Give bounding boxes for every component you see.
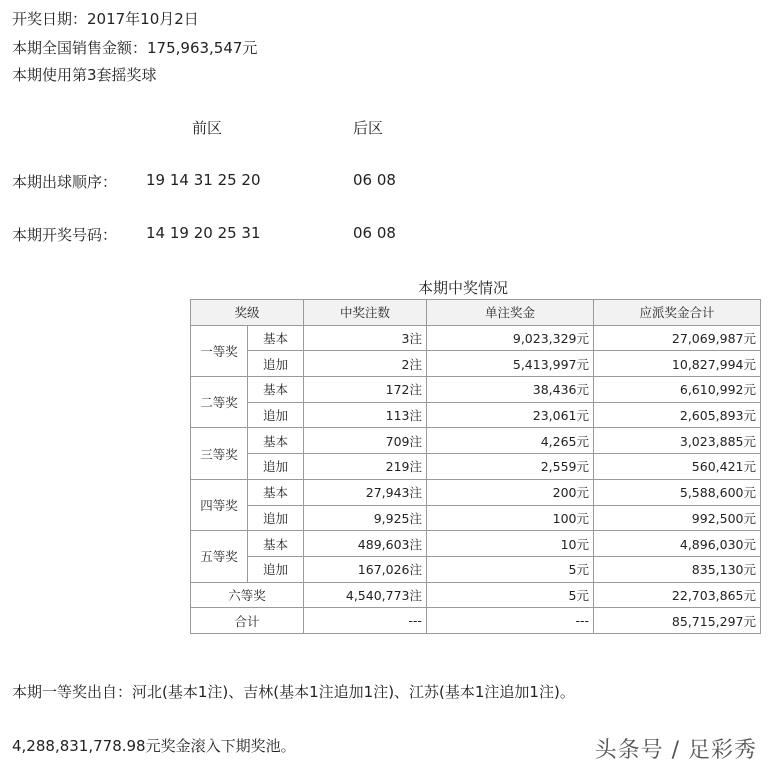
sum-count: --- bbox=[304, 608, 427, 634]
unit-prize: 200元 bbox=[427, 479, 594, 505]
sequence-back-numbers: 06 08 bbox=[353, 171, 396, 189]
total-prize: 4,896,030元 bbox=[594, 531, 761, 557]
winning-label: 本期开奖号码： bbox=[12, 226, 118, 244]
header-total: 应派奖金合计 bbox=[594, 300, 761, 326]
win-count: 489,603注 bbox=[304, 531, 427, 557]
bet-type: 追加 bbox=[248, 505, 304, 531]
sequence-label: 本期出球顺序： bbox=[12, 173, 118, 191]
win-count: 4,540,773注 bbox=[304, 582, 427, 608]
win-count: 167,026注 bbox=[304, 556, 427, 582]
ball-set: 本期使用第3套摇奖球 bbox=[12, 66, 157, 84]
tier-name: 四等奖 bbox=[191, 479, 248, 530]
table-row bbox=[191, 351, 761, 377]
total-prize: 835,130元 bbox=[594, 556, 761, 582]
table-row bbox=[191, 531, 761, 557]
table-row bbox=[191, 608, 761, 634]
unit-prize: 10元 bbox=[427, 531, 594, 557]
total-prize: 22,703,865元 bbox=[594, 582, 761, 608]
unit-prize: 5元 bbox=[427, 556, 594, 582]
bet-type: 基本 bbox=[248, 479, 304, 505]
table-row bbox=[191, 556, 761, 582]
tier-name: 二等奖 bbox=[191, 377, 248, 428]
total-prize: 6,610,992元 bbox=[594, 377, 761, 403]
tier-name: 五等奖 bbox=[191, 531, 248, 582]
sales-amount: 本期全国销售金额：175,963,547元 bbox=[12, 39, 258, 57]
table-row bbox=[191, 377, 761, 403]
total-prize: 560,421元 bbox=[594, 454, 761, 480]
sequence-front-numbers: 19 14 31 25 20 bbox=[146, 171, 261, 189]
front-zone-heading: 前区 bbox=[192, 119, 223, 137]
table-row bbox=[191, 582, 761, 608]
winning-back-numbers: 06 08 bbox=[353, 224, 396, 242]
table-row bbox=[191, 325, 761, 351]
bet-type: 追加 bbox=[248, 402, 304, 428]
tier-name: 一等奖 bbox=[191, 325, 248, 376]
draw-date: 开奖日期：2017年10月2日 bbox=[12, 10, 199, 28]
header-count: 中奖注数 bbox=[304, 300, 427, 326]
bet-type: 基本 bbox=[248, 325, 304, 351]
table-row bbox=[191, 428, 761, 454]
table-row bbox=[191, 454, 761, 480]
win-count: 3注 bbox=[304, 325, 427, 351]
unit-prize: 5,413,997元 bbox=[427, 351, 594, 377]
total-prize: 992,500元 bbox=[594, 505, 761, 531]
table-title: 本期中奖情况 bbox=[418, 279, 509, 297]
bet-type: 基本 bbox=[248, 428, 304, 454]
tier-name: 三等奖 bbox=[191, 428, 248, 479]
table-row bbox=[191, 479, 761, 505]
watermark: 头条号 / 足彩秀 bbox=[594, 738, 757, 763]
bet-type: 追加 bbox=[248, 454, 304, 480]
prize-table bbox=[190, 299, 761, 634]
total-prize: 2,605,893元 bbox=[594, 402, 761, 428]
bet-type: 追加 bbox=[248, 351, 304, 377]
unit-prize: 23,061元 bbox=[427, 402, 594, 428]
table-row bbox=[191, 505, 761, 531]
table-header-row bbox=[191, 300, 761, 326]
win-count: 709注 bbox=[304, 428, 427, 454]
total-prize: 10,827,994元 bbox=[594, 351, 761, 377]
unit-prize: 9,023,329元 bbox=[427, 325, 594, 351]
bet-type: 基本 bbox=[248, 531, 304, 557]
sum-label: 合计 bbox=[191, 608, 304, 634]
first-prize-origin: 本期一等奖出自：河北(基本1注)、吉林(基本1注追加1注)、江苏(基本1注追加1注)。 bbox=[12, 683, 575, 701]
header-tier: 奖级 bbox=[191, 300, 304, 326]
unit-prize: 4,265元 bbox=[427, 428, 594, 454]
winning-front-numbers: 14 19 20 25 31 bbox=[146, 224, 261, 242]
win-count: 27,943注 bbox=[304, 479, 427, 505]
unit-prize: 100元 bbox=[427, 505, 594, 531]
rollover-amount: 4,288,831,778.98元奖金滚入下期奖池。 bbox=[12, 737, 296, 755]
header-prize: 单注奖金 bbox=[427, 300, 594, 326]
win-count: 2注 bbox=[304, 351, 427, 377]
win-count: 113注 bbox=[304, 402, 427, 428]
total-prize: 27,069,987元 bbox=[594, 325, 761, 351]
bet-type: 追加 bbox=[248, 556, 304, 582]
bet-type: 基本 bbox=[248, 377, 304, 403]
win-count: 219注 bbox=[304, 454, 427, 480]
table-row bbox=[191, 402, 761, 428]
unit-prize: 5元 bbox=[427, 582, 594, 608]
total-prize: 5,588,600元 bbox=[594, 479, 761, 505]
win-count: 9,925注 bbox=[304, 505, 427, 531]
tier-name: 六等奖 bbox=[191, 582, 304, 608]
back-zone-heading: 后区 bbox=[353, 119, 384, 137]
sum-total: 85,715,297元 bbox=[594, 608, 761, 634]
win-count: 172注 bbox=[304, 377, 427, 403]
sum-prize: --- bbox=[427, 608, 594, 634]
total-prize: 3,023,885元 bbox=[594, 428, 761, 454]
unit-prize: 38,436元 bbox=[427, 377, 594, 403]
unit-prize: 2,559元 bbox=[427, 454, 594, 480]
